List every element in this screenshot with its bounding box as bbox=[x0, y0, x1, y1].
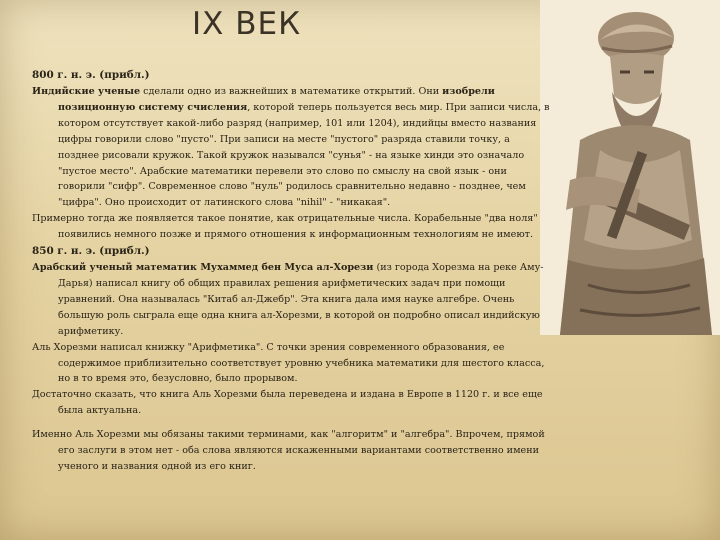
statue-of-al-khwarizmi-icon bbox=[540, 0, 720, 335]
paragraph-europe-translation: Достаточно сказать, что книга Аль Хорезми была переведена и издана в Европе в 1120 г. и все еще была актуальна. bbox=[32, 389, 543, 417]
date-heading-800: 800 г. н. э. (прибл.) bbox=[32, 69, 150, 81]
bold-phrase: Арабский ученый математик Мухаммед бен Муса ал-Хорези bbox=[32, 262, 374, 274]
statue-image bbox=[540, 0, 720, 335]
bold-phrase: Индийские ученые bbox=[32, 86, 141, 97]
bold-phrase: изобрели позиционную систему счисления bbox=[58, 86, 495, 113]
paragraph-al-khwarizmi bbox=[32, 260, 552, 340]
paragraph-indian-scholars bbox=[32, 84, 552, 211]
paragraph-negative-numbers: Примерно тогда же появляется такое понятие, как отрицательные числа. Корабельные "два ноля" появились немного позже и прямого отношения к информационным технологиям не имеют. bbox=[32, 213, 538, 241]
paragraph-algorithm-term: Именно Аль Хорезми мы обязаны такими терминами, как "алгоритм" и "алгебра". Впрочем, прямой его заслуги в этом нет - оба слова являются искаженными вариантами соответственно имени ученого и названия одной из его книг. bbox=[32, 429, 545, 472]
slide-title: IX ВЕК bbox=[192, 6, 302, 42]
text-run: (из города Хорезма на реке Аму-Дарья) написал книгу об общих правилах решения арифметических задач при помощи уравнений. Она называлась "Китаб ал-Джебр". Эта книга дала имя науке алгебре. Очень большую роль сыграла еще одна книга ал-Хорезми, в которой он подробно описал индийскую арифметику. bbox=[58, 262, 544, 337]
text-run: сделали одно из важнейших в математике открытий. Они bbox=[140, 86, 443, 97]
text-run: , которой теперь пользуется весь мир. При записи числа, в котором отсутствует какой-либо разряд (например, 101 или 1204), индийцы вместо названия цифры говорили слово "пусто". При записи на месте "пустого" разряда ставили точку, а позднее рисовали кружок. Такой кружок назывался "сунья" - на языке хинди это означало "пустое место". Арабские математики перевели это слово по смыслу на свой язык - они говорили "сифр". Современное слово "нуль" родилось сравнительно недавно - позднее, чем "цифра". Оно происходит от латинского слова "nihil" - "никакая". bbox=[58, 101, 550, 209]
slide-body bbox=[32, 67, 552, 475]
date-heading-850: 850 г. н. э. (прибл.) bbox=[32, 245, 150, 258]
paragraph-arithmetic-book: Аль Хорезми написал книжку "Арифметика". С точки зрения современного образования, ее содержимое приблизительно соответствует уровню учебника математики для шестого класса, но в то время это, безусловно, было прорывом. bbox=[32, 341, 545, 385]
